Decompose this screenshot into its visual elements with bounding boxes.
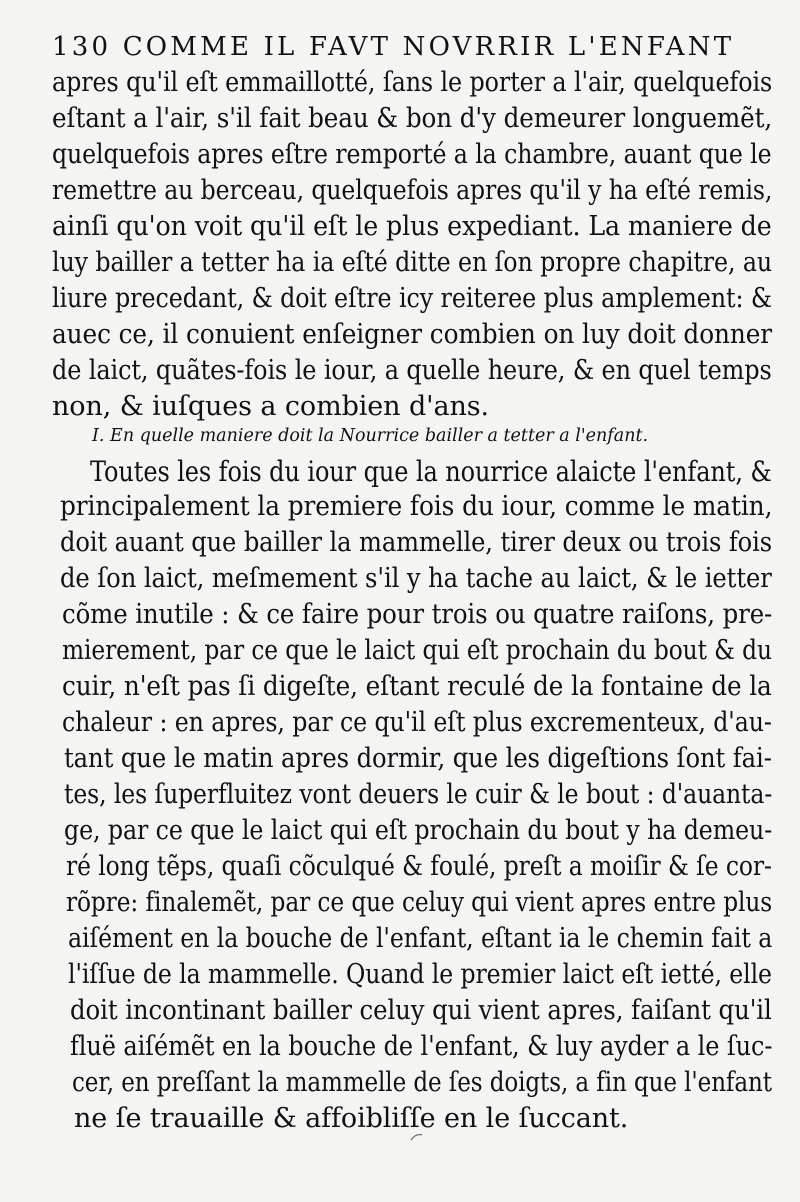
text-line: de ſon laict, meſmement s'il y ha tache au laict, & le ietter — [60, 563, 772, 594]
text-line: tes, les ſuperfluitez vont deuers le cuir & le bout : d'auanta- — [64, 779, 773, 810]
text-line: doit auant que bailler la mammelle, tirer deux ou trois fois — [60, 527, 773, 558]
text-line: cuir, n'eſt pas ſi digeſte, eſtant reculé de la fontaine de la — [62, 671, 772, 702]
text-line: Toutes les fois du iour que la nourrice alaicte l'enfant, & — [90, 455, 772, 488]
text-line: tant que le matin apres dormir, que les digeſtions ſont fai- — [64, 743, 772, 774]
text-line: quelquefois apres eſtre remporté a la chambre, auant que le — [52, 139, 772, 170]
section-heading: I. En quelle maniere doit la Nourrice bailler a tetter a l'enfant. — [92, 426, 649, 446]
text-line: cer, en preſſant la mammelle de ſes doigts, a fin que l'enfant — [72, 1067, 772, 1098]
text-line: de laict, quãtes-fois le iour, a quelle heure, & en quel temps — [52, 355, 772, 386]
text-line: chaleur : en apres, par ce qu'il eſt plus excrementeux, d'au- — [62, 707, 772, 738]
text-line: ne ſe trauaille & affoibliſſe en le ſuccant. — [74, 1103, 629, 1134]
ink-speck — [410, 1132, 424, 1142]
text-line: luy bailler a tetter ha ia eſté ditte en ſon propre chapitre, au — [52, 247, 773, 278]
text-line: liure precedant, & doit eſtre icy reiteree plus amplement: & — [52, 283, 772, 314]
text-line: ainſi qu'on voit qu'il eſt le plus expediant. La maniere de — [52, 211, 772, 242]
running-header: 130 COMME IL FAVT NOVRRIR L'ENFANT — [52, 32, 735, 62]
text-line: principalement la premiere fois du iour, comme le matin, — [60, 491, 773, 522]
text-line: doit incontinant bailler celuy qui vient apres, faiſant qu'il — [70, 995, 772, 1026]
text-line: aiſément en la bouche de l'enfant, eſtant ia le chemin fait a — [68, 923, 773, 954]
text-line: fluë aiſémẽt en la bouche de l'enfant, & luy ayder a le ſuc- — [70, 1031, 773, 1062]
text-line: cõme inutile : & ce faire pour trois ou quatre raiſons, pre- — [62, 599, 773, 630]
text-line: rõpre: finalemẽt, par ce que celuy qui vient apres entre plus — [66, 887, 773, 918]
text-line: ré long tẽps, quaſi cõculqué & foulé, preſt a moiſir & ſe cor- — [66, 851, 772, 882]
text-line: non, & iuſques a combien d'ans. — [52, 391, 489, 422]
text-line: mierement, par ce que le laict qui eſt prochain du bout & du — [62, 635, 772, 666]
text-line: apres qu'il eſt emmaillotté, ſans le porter a l'air, quelquefois — [52, 67, 773, 98]
text-line: remettre au berceau, quelquefois apres qu'il y ha eſté remis, — [52, 175, 773, 206]
text-line: ge, par ce que le laict qui eſt prochain du bout y ha demeu- — [64, 815, 773, 846]
text-line: l'iſſue de la mammelle. Quand le premier laict eſt ietté, elle — [68, 959, 772, 990]
text-line: auec ce, il conuient enſeigner combien on luy doit donner — [52, 319, 773, 350]
text-line: eſtant a l'air, s'il fait beau & bon d'y demeurer longuemẽt, — [52, 103, 773, 134]
